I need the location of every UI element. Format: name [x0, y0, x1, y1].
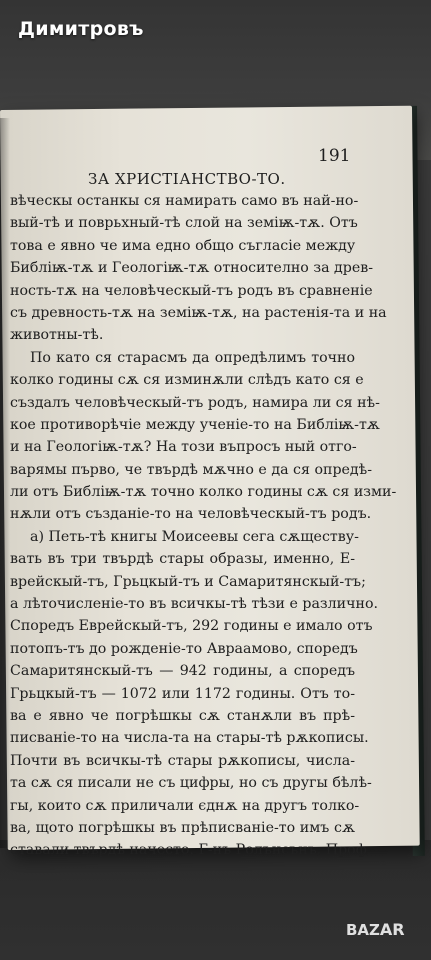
- paragraph: [10, 526, 379, 862]
- text-line: ность-тѫ на человѣческый-тъ родъ въ сравненіе: [10, 282, 373, 299]
- text-line: По като ся старасмъ да опредѣлимъ точно: [30, 349, 355, 366]
- text-line: Самаритянскый-тъ — 942 годины, а споредъ: [10, 663, 355, 680]
- seller-watermark: Димитровъ: [18, 18, 144, 40]
- page-body-text: [10, 190, 397, 862]
- text-line: ва, щото погрѣшкы въ прѣписваніе-то имъ сѫ: [10, 819, 355, 836]
- text-line: а) Петь-тѣ книгы Моисеевы сега сѫществу-: [30, 528, 359, 545]
- text-line: потопъ-тъ до рожденіе-то Авраамово, споредъ: [10, 640, 358, 657]
- text-line: вѣческы останкы ся намирать само въ най-но-: [10, 193, 359, 209]
- text-line: врейскый-тъ, Грьцкый-тъ и Самаритянскый-тъ;: [10, 573, 366, 590]
- page-gutter-shadow: [0, 118, 10, 848]
- logo-text: BAZ: [346, 921, 380, 939]
- text-line: а лѣточисленіе-то въ всичкы-тѣ тѣзи е различно.: [10, 596, 379, 613]
- paragraph: [10, 347, 397, 526]
- text-line: колко годины сѫ ся изминѫли слѣдъ като ся е: [10, 372, 364, 389]
- logo-mark: AR: [379, 920, 405, 939]
- text-line: ставали твърдѣ начесто. Г-нъ Ролънсънъ, Проф.: [10, 842, 372, 859]
- text-line: ва е явно че погрѣшкы сѫ станѫли въ прѣ-: [10, 707, 355, 724]
- text-line: и на Геологіѭ-тѫ? На този въпросъ ный отго-: [10, 439, 357, 456]
- text-line: Споредъ Еврейскый-тъ, 292 годины е имало отъ: [10, 618, 373, 635]
- page-number: 191: [318, 146, 351, 166]
- text-line: създалъ человѣческый-тъ родъ, намира ли ся нѣ-: [10, 394, 380, 411]
- text-line: Грьцкый-тъ — 1072 или 1172 годины. Отъ то-: [10, 685, 355, 702]
- text-line: гы, които сѫ приличали єднѫ на другъ толко-: [10, 797, 360, 814]
- text-line: животны-тѣ.: [10, 327, 104, 344]
- text-line: Библіѭ-тѫ и Геологіѭ-тѫ относително за древ-: [10, 260, 374, 277]
- text-line: нѫли отъ създаніе-то на человѣческый-тъ родъ.: [10, 506, 372, 523]
- text-line: вать въ три твърдѣ стары образы, именно, Е-: [10, 551, 355, 568]
- running-header: ЗА ХРИСТІАНСТВО-ТО.: [88, 170, 286, 188]
- text-line: това е явно че има едно общо съгласіе между: [10, 237, 356, 254]
- text-line: вый-тѣ и поврьхный-тѣ слой на земіѭ-тѫ. Отъ: [10, 215, 358, 232]
- text-line: варямы първо, че твърдѣ мѫчно е да ся опредѣ-: [10, 461, 373, 478]
- site-logo: [346, 920, 405, 939]
- text-line: Почти въ всичкы-тѣ стары рѫкописы, числа-: [10, 752, 355, 769]
- paragraph: [10, 190, 387, 347]
- text-line: писваніе-то на числа-та на стары-тѣ рѫкописы.: [10, 730, 369, 747]
- text-line: кое противорѣчіе между ученіе-то на Библіѭ-тѫ: [10, 416, 380, 433]
- text-line: съ древность-тѫ на земіѭ-тѫ, на растенія-та и на: [10, 304, 387, 321]
- text-line: ли отъ Библіѭ-тѫ точно колко годины сѫ ся изми-: [10, 484, 397, 501]
- text-line: та сѫ ся писали не съ цифры, но съ другы бѣлѣ-: [10, 775, 372, 792]
